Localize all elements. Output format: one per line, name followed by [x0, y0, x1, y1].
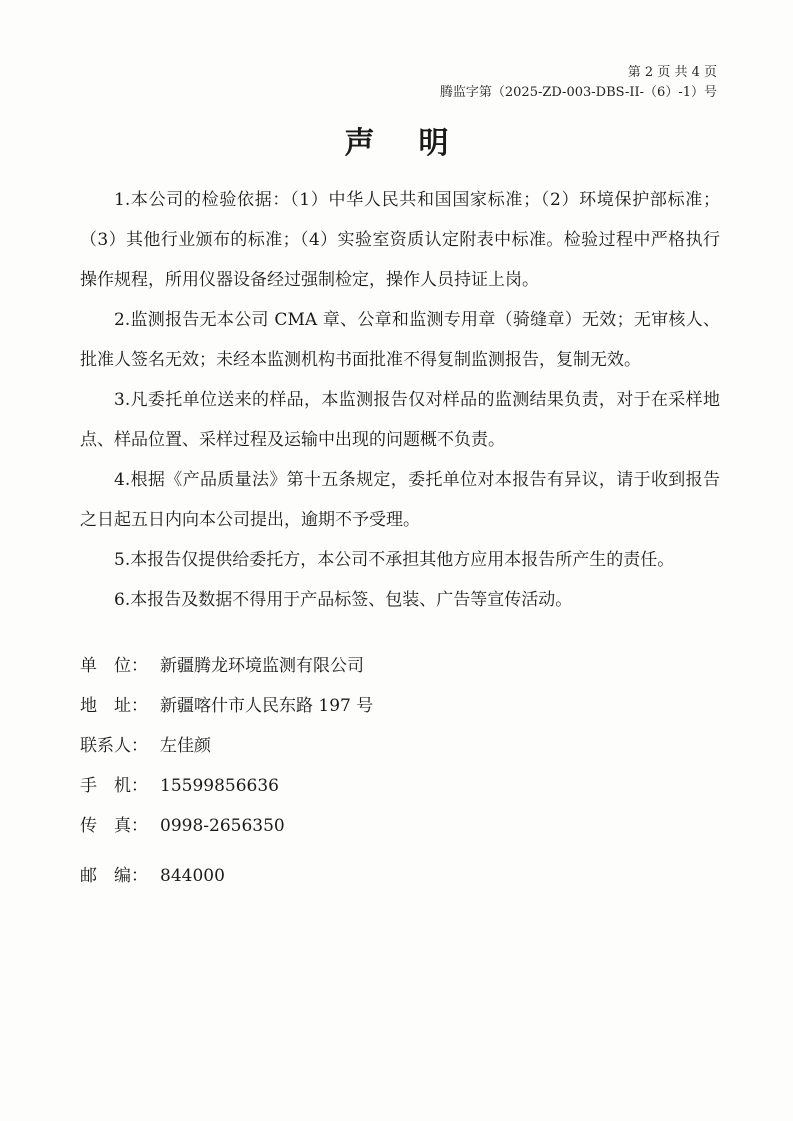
statement-paragraph-2: 2.监测报告无本公司 CMA 章、公章和监测专用章（骑缝章）无效；无审核人、批准人签名无效；未经本监测机构书面批准不得复制监测报告，复制无效。: [80, 310, 720, 370]
contact-row-unit: [80, 646, 364, 686]
phone-value: 15599856636: [160, 776, 279, 796]
fax-label: 传 真：: [80, 816, 148, 836]
page-number-info: 第 2 页 共 4 页: [627, 65, 717, 80]
statement-paragraph-6: 6.本报告及数据不得用于产品标签、包装、广告等宣传活动。: [114, 590, 573, 610]
contact-row-person: [80, 726, 211, 766]
contact-person-value: 左佳颜: [160, 736, 211, 756]
statement-paragraph-4: 4.根据《产品质量法》第十五条规定，委托单位对本报告有异议，请于收到报告之日起五日内向本公司提出，逾期不予受理。: [80, 470, 720, 530]
phone-label: 手 机：: [80, 776, 148, 796]
contact-person-label: 联系人：: [80, 736, 148, 756]
statement-paragraph-1: 1.本公司的检验依据：（1）中华人民共和国国家标准；（2）环境保护部标准；（3）其他行业颁布的标准；（4）实验室资质认定附表中标准。检验过程中严格执行操作规程，所用仪器设备经过强制检定，操作人员持证上岗。: [80, 190, 720, 290]
contact-row-phone: [80, 766, 279, 806]
statement-paragraph-5: 5.本报告仅提供给委托方，本公司不承担其他方应用本报告所产生的责任。: [114, 550, 675, 570]
contact-row-fax: [80, 806, 285, 846]
statement-body: [80, 180, 720, 620]
report-number: 腾监字第（2025-ZD-003-DBS-II-（6）-1）号: [439, 85, 717, 100]
fax-value: 0998-2656350: [160, 816, 285, 836]
statement-paragraph-3: 3.凡委托单位送来的样品，本监测报告仅对样品的监测结果负责，对于在采样地点、样品位置、采样过程及运输中出现的问题概不负责。: [80, 390, 720, 450]
page-title: 声明: [344, 126, 493, 161]
unit-label: 单 位：: [80, 656, 148, 676]
postcode-value: 844000: [160, 866, 225, 886]
postcode-label: 邮 编：: [80, 866, 148, 886]
unit-value: 新疆腾龙环境监测有限公司: [160, 656, 364, 676]
contact-row-postcode: [80, 856, 225, 896]
contact-row-address: [80, 686, 373, 726]
address-label: 地 址：: [80, 696, 148, 716]
address-value: 新疆喀什市人民东路 197 号: [160, 696, 374, 716]
